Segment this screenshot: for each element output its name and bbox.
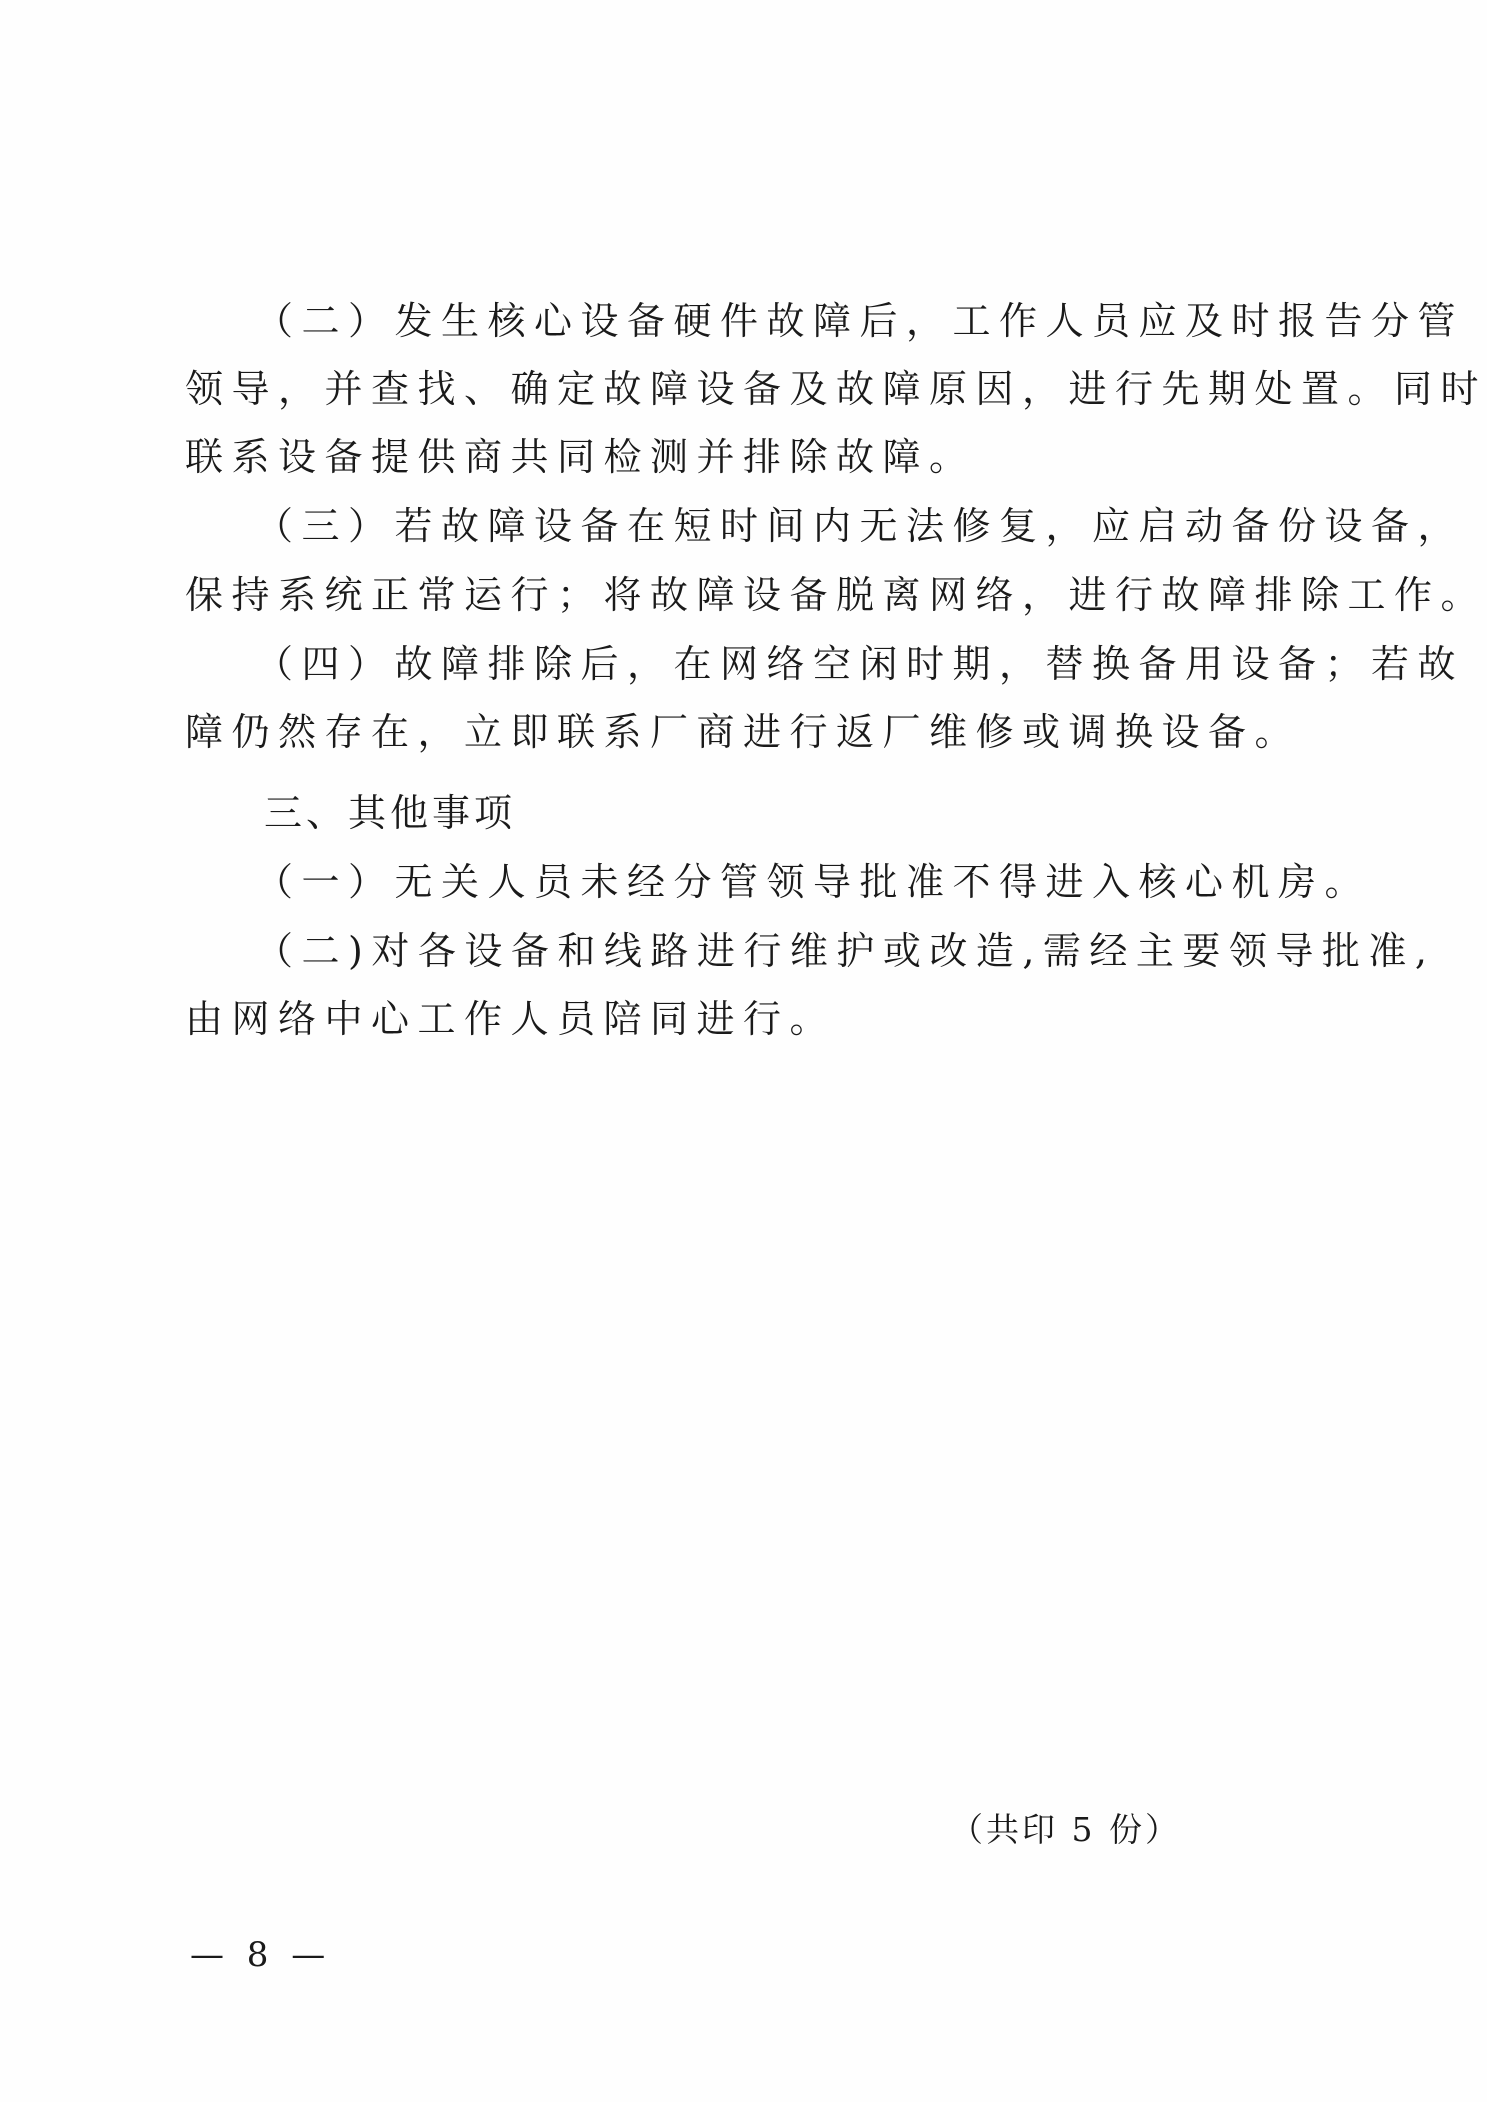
paragraph-line: （四）故障排除后，在网络空闲时期，替换备用设备；若故: [255, 642, 1465, 686]
paragraph-line: （二）发生核心设备硬件故障后，工作人员应及时报告分管: [255, 299, 1465, 343]
paragraph-line: （三）若故障设备在短时间内无法修复，应启动备份设备，: [255, 504, 1465, 548]
paragraph-line: 联系设备提供商共同检测并排除故障。: [185, 435, 976, 479]
copies-note: （共印 5 份）: [950, 1810, 1181, 1849]
paragraph-line: 保持系统正常运行；将故障设备脱离网络，进行故障排除工作。: [185, 573, 1487, 617]
section-heading: 三、其他事项: [264, 791, 517, 835]
paragraph-line: 领导，并查找、确定故障设备及故障原因，进行先期处置。同时: [185, 367, 1487, 411]
paragraph-line: 障仍然存在，立即联系厂商进行返厂维修或调换设备。: [185, 710, 1302, 754]
paragraph-line: （一）无关人员未经分管领导批准不得进入核心机房。: [255, 860, 1372, 904]
page-number: — 8 —: [190, 1935, 332, 1975]
paragraph-line: （二)对各设备和线路进行维护或改造,需经主要领导批准,: [255, 929, 1436, 973]
paragraph-line: 由网络中心工作人员陪同进行。: [185, 997, 837, 1041]
